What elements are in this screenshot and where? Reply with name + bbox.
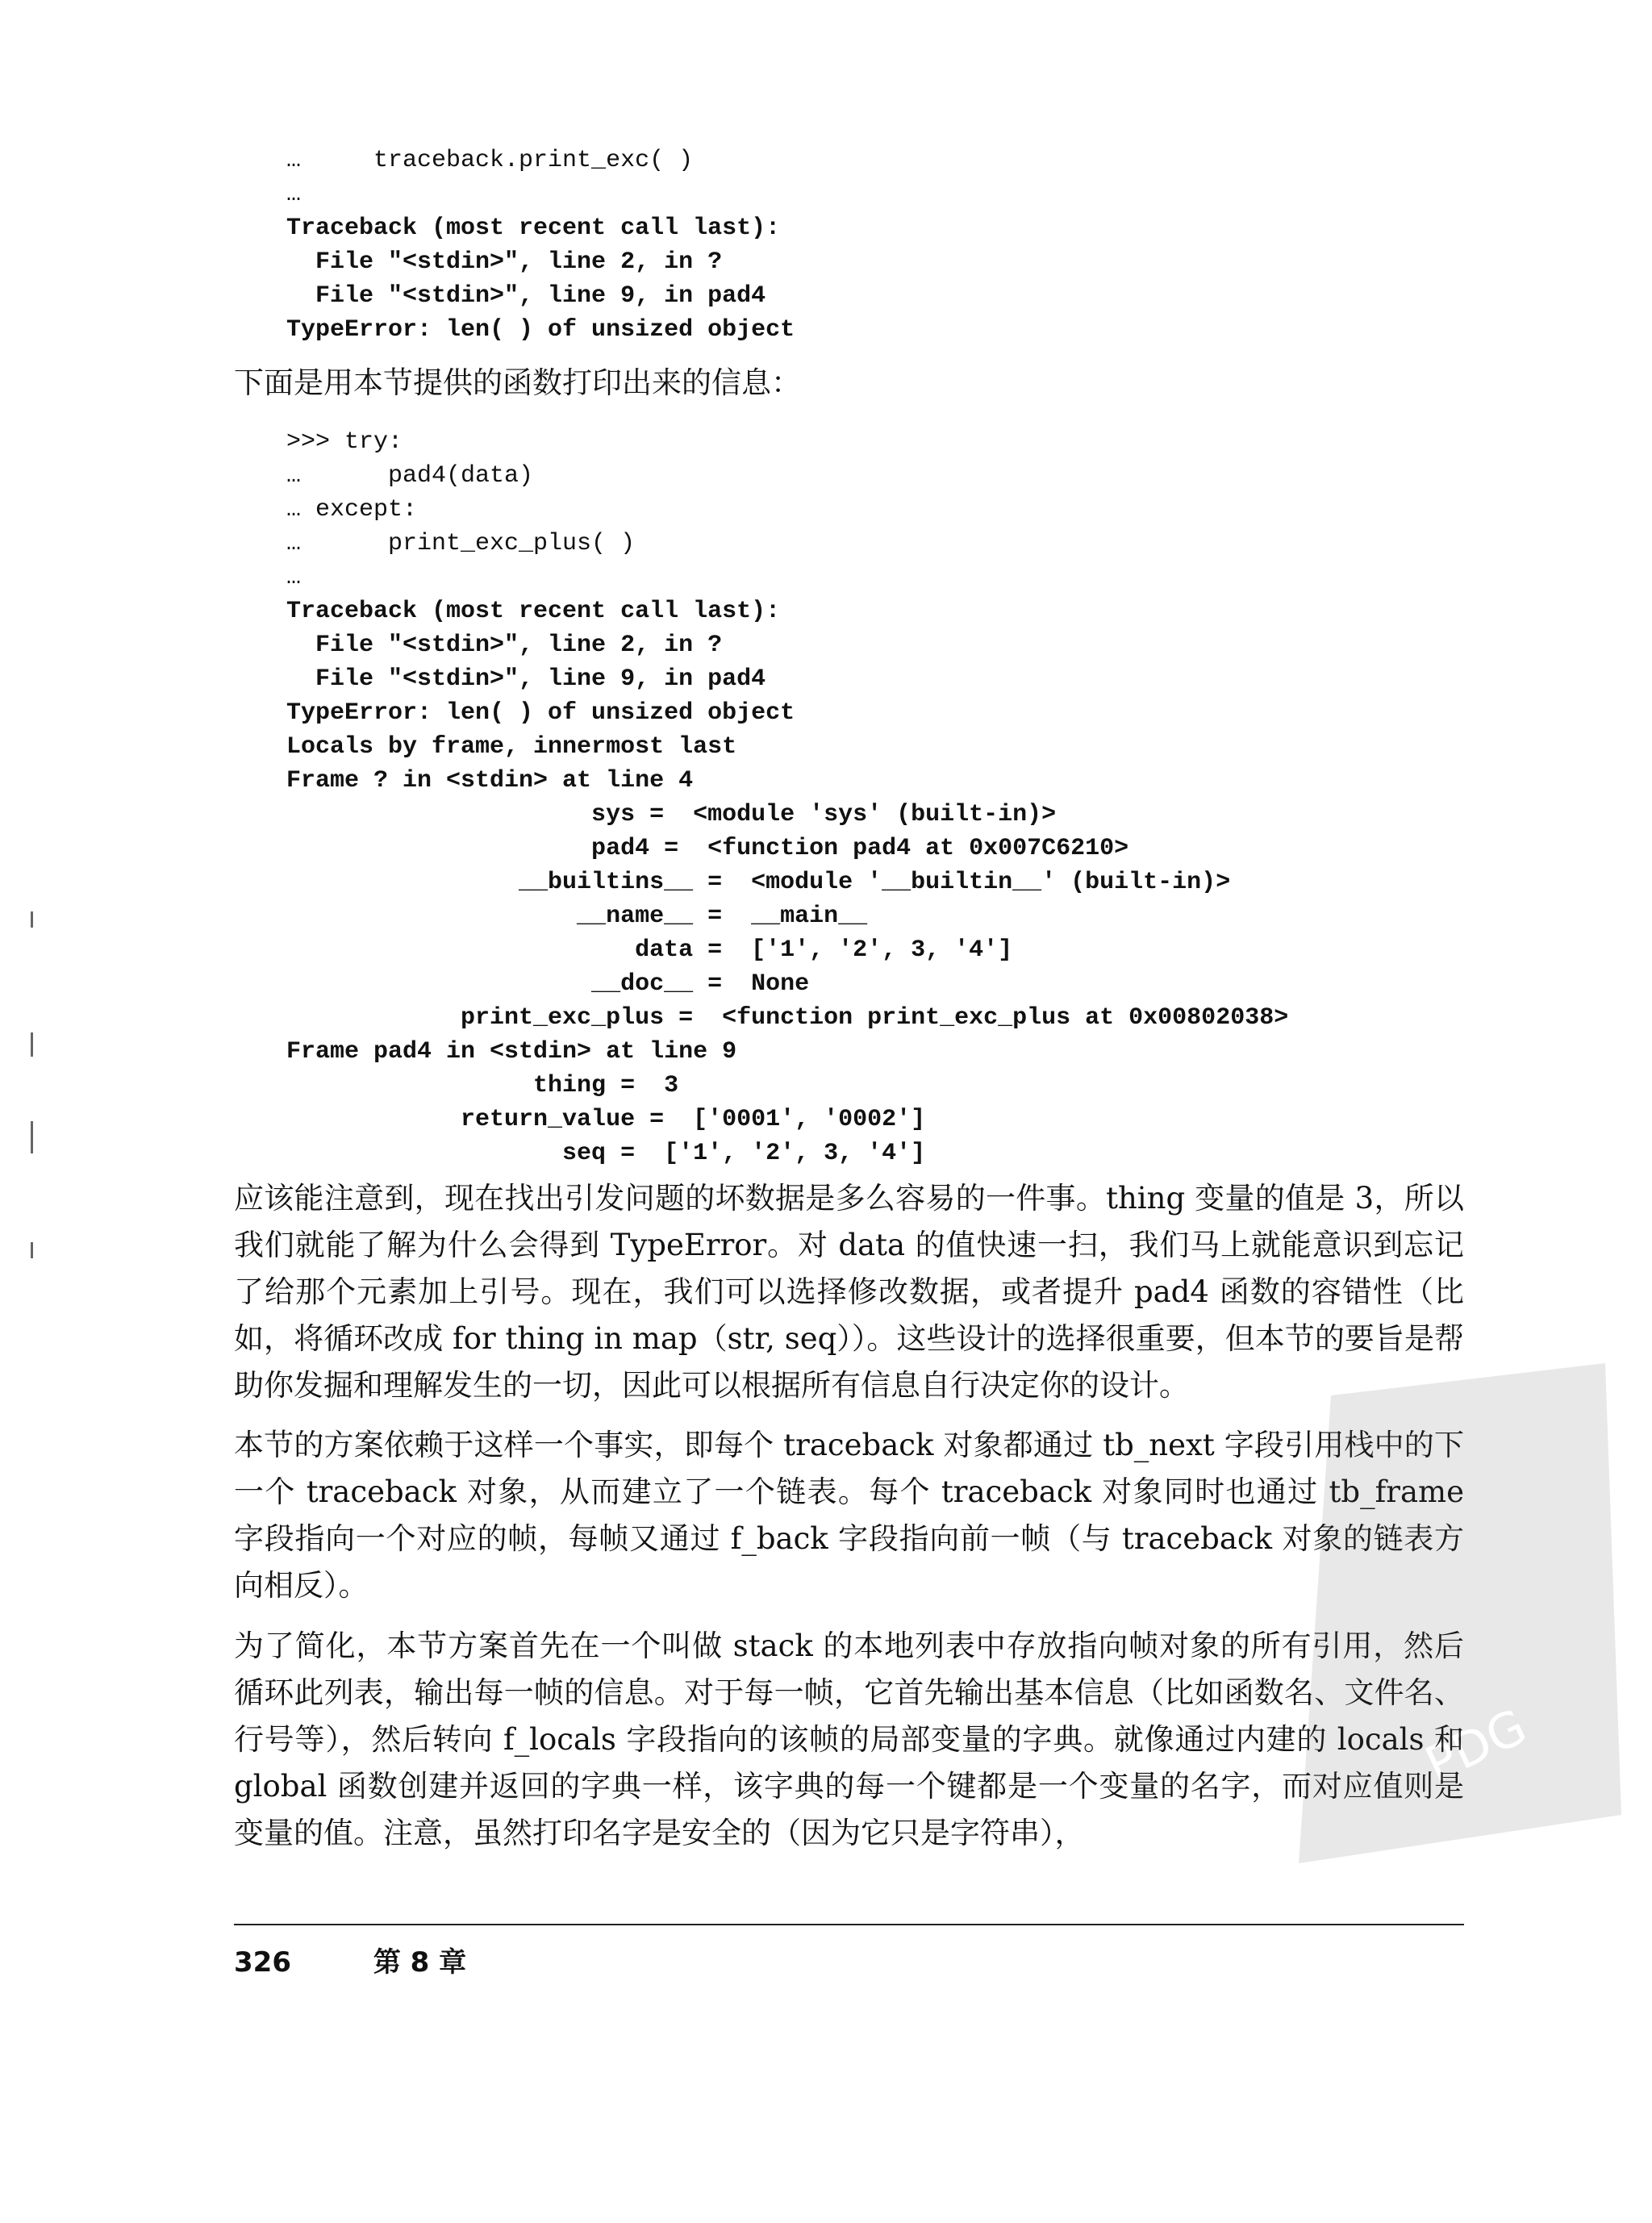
code-block-print-exc-plus xyxy=(286,425,1288,1170)
code-line: Frame ? in <stdin> at line 4 xyxy=(286,767,694,795)
code-line: >>> try: xyxy=(286,428,403,456)
code-line: sys = <module 'sys' (built-in)> xyxy=(286,801,1057,828)
code-line: Locals by frame, innermost last xyxy=(286,733,737,761)
page-footer xyxy=(234,1940,539,1979)
code-line: File "<stdin>", line 2, in ? xyxy=(286,248,723,276)
margin-mark xyxy=(31,1032,33,1057)
code-line: Traceback (most recent call last): xyxy=(286,598,781,625)
paragraph-2: 本节的方案依赖于这样一个事实，即每个 traceback 对象都通过 tb_next 字段引用栈中的下一个 traceback 对象，从而建立了一个链表。每个 traceback 对象同时也通过 tb_frame 字段指向一个对应的帧，每帧又通过 f_back 字段指向前一帧（与 traceback 对象的链表方向相反）。 xyxy=(234,1428,1464,1603)
code-line: pad4 = <function pad4 at 0x007C6210> xyxy=(286,835,1129,862)
paragraph-3: 为了简化，本节方案首先在一个叫做 stack 的本地列表中存放指向帧对象的所有引用，然后循环此列表，输出每一帧的信息。对于每一帧，它首先输出基本信息（比如函数名、文件名、行号等），然后转向 f_locals 字段指向的该帧的局部变量的字典。就像通过内建的 locals 和 global 函数创建并返回的字典一样，该字典的每一个键都是一个变量的名字，而对应值则是变量的值。注意，虽然打印名字是安全的（因为它只是字符串）， xyxy=(234,1629,1464,1850)
code-line: … traceback.print_exc( ) xyxy=(286,147,694,174)
code-line: … pad4(data) xyxy=(286,462,534,490)
code-line: File "<stdin>", line 9, in pad4 xyxy=(286,665,766,693)
code-line: __doc__ = None xyxy=(286,970,810,998)
code-line: __builtins__ = <module '__builtin__' (built-in)> xyxy=(286,869,1231,896)
chapter-label: 第 8 章 xyxy=(373,1946,467,1979)
page-number: 326 xyxy=(234,1946,291,1979)
code-line: File "<stdin>", line 9, in pad4 xyxy=(286,282,766,310)
code-line: TypeError: len( ) of unsized object xyxy=(286,316,795,344)
code-line: thing = 3 xyxy=(286,1072,679,1099)
code-block-traceback xyxy=(286,144,795,347)
code-line: __name__ = __main__ xyxy=(286,903,868,930)
code-line: … print_exc_plus( ) xyxy=(286,530,636,557)
code-line: … xyxy=(286,564,302,591)
code-line: data = ['1', '2', 3, '4'] xyxy=(286,936,1013,964)
margin-mark xyxy=(31,1242,33,1258)
code-line: Traceback (most recent call last): xyxy=(286,215,781,242)
code-line: … xyxy=(286,181,302,208)
watermark-text: PDG xyxy=(1416,1698,1536,1794)
margin-mark xyxy=(31,911,33,928)
code-line: File "<stdin>", line 2, in ? xyxy=(286,632,723,659)
code-line: print_exc_plus = <function print_exc_plus at 0x00802038> xyxy=(286,1004,1289,1032)
intro-text: 下面是用本节提供的函数打印出来的信息： xyxy=(234,365,801,400)
code-line: seq = ['1', '2', 3, '4'] xyxy=(286,1140,926,1167)
code-line: Frame pad4 in <stdin> at line 9 xyxy=(286,1038,737,1066)
code-line: … except: xyxy=(286,496,418,523)
margin-mark xyxy=(31,1121,33,1153)
footer-rule xyxy=(234,1924,1464,1925)
paragraph-1: 应该能注意到，现在找出引发问题的坏数据是多么容易的一件事。thing 变量的值是 3，所以我们就能了解为什么会得到 TypeError。对 data 的值快速一扫，我们马上就能意识到忘记了给那个元素加上引号。现在，我们可以选择修改数据，或者提升 pad4 函数的容错性（比如，将循环改成 for thing in map（str, seq））。这些设计的选择很重要，但本节的要旨是帮助你发掘和理解发生的一切，因此可以根据所有信息自行决定你的设计。 xyxy=(234,1181,1464,1403)
code-line: return_value = ['0001', '0002'] xyxy=(286,1106,926,1133)
library-seal-watermark xyxy=(1283,1363,1621,1863)
code-line: TypeError: len( ) of unsized object xyxy=(286,699,795,727)
